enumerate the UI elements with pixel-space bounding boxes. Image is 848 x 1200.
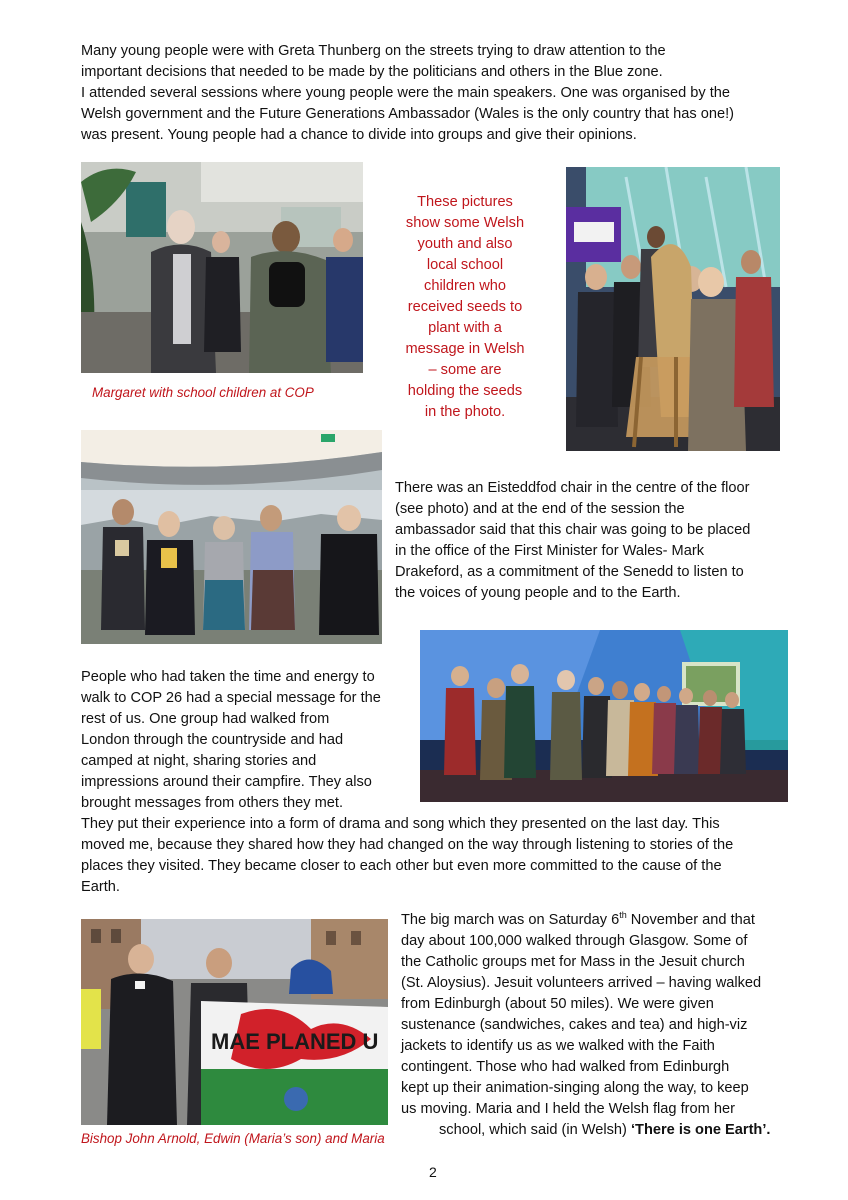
walk-line: moved me, because they shared how they had changed on the way through listening to stories of the	[81, 837, 734, 853]
chair-line: There was an Eisteddfod chair in the centre of the floor	[395, 480, 750, 496]
side-note-line: message in Welsh	[405, 341, 525, 357]
walk-paragraph-narrow	[81, 667, 411, 814]
walk-line: camped at night, sharing stories and	[81, 753, 317, 769]
intro-line: was present. Young people had a chance to divide into groups and give their opinions.	[81, 127, 637, 143]
side-note	[392, 192, 538, 423]
side-note-line: children who	[424, 278, 506, 294]
side-note-line: in the photo.	[424, 404, 506, 420]
photo-margaret-with-children	[81, 162, 363, 373]
page-number: 2	[429, 1164, 437, 1180]
flag-lettering: MAE PLANED U	[211, 1029, 379, 1054]
walk-line: brought messages from others they met.	[81, 795, 343, 811]
chair-line: (see photo) and at the end of the session the	[395, 501, 685, 517]
chair-paragraph	[395, 478, 795, 604]
march-line: sustenance (sandwiches, cakes and tea) and high-viz	[401, 1017, 748, 1033]
march-line: contingent. Those who had walked from Edinburgh	[401, 1059, 730, 1075]
march-text: November and that	[626, 912, 755, 928]
walk-line: They put their experience into a form of drama and song which they presented on the last day. This	[81, 816, 720, 832]
march-superscript: th	[619, 910, 627, 921]
side-note-line: holding the seeds	[407, 383, 523, 399]
photo-caption-margaret: Margaret with school children at COP	[92, 385, 314, 400]
walk-line: rest of us. One group had walked from	[81, 711, 330, 727]
walk-line: walk to COP 26 had a special message for the	[81, 690, 381, 706]
march-bold-quote: ‘There is one Earth’.	[630, 1122, 771, 1138]
march-line: the Catholic groups met for Mass in the Jesuit church	[401, 954, 745, 970]
side-note-line: local school	[426, 257, 504, 273]
intro-line: Many young people were with Greta Thunberg on the streets trying to draw attention to the	[81, 43, 666, 59]
side-note-line: plant with a	[428, 320, 502, 336]
chair-line: the voices of young people and to the Earth.	[395, 585, 681, 601]
march-line: day about 100,000 walked through Glasgow. Some of	[401, 933, 748, 949]
intro-paragraph	[81, 41, 801, 146]
photo-school-children-group	[81, 430, 382, 644]
photo-caption-bishop: Bishop John Arnold, Edwin (Maria’s son) and Maria	[81, 1131, 385, 1146]
side-note-line: show some Welsh	[405, 215, 525, 231]
march-line: us moving. Maria and I held the Welsh flag from her	[401, 1101, 735, 1117]
walk-line: London through the countryside and had	[81, 732, 344, 748]
side-note-line: – some are	[428, 362, 502, 378]
march-line: jackets to identify us as we walked with the Faith	[401, 1038, 715, 1054]
march-line: kept up their animation-singing along the way, to keep	[401, 1080, 749, 1096]
march-line	[401, 1120, 801, 1141]
photo-march-welsh-flag	[81, 919, 388, 1125]
walk-paragraph-wide	[81, 814, 801, 898]
walk-line: Earth.	[81, 879, 120, 895]
march-text: The big march was on Saturday 6	[401, 912, 620, 928]
march-line: from Edinburgh (about 50 miles). We were given	[401, 996, 714, 1012]
walk-line: places they visited. They became closer to each other but even more committed to the cause of the	[81, 858, 722, 874]
photo-children-with-chair	[566, 167, 780, 451]
walk-line: impressions around their campfire. They also	[81, 774, 372, 790]
walk-line: People who had taken the time and energy to	[81, 669, 375, 685]
intro-line: Welsh government and the Future Generations Ambassador (Wales is the only country that has one!)	[81, 106, 735, 122]
march-line: (St. Aloysius). Jesuit volunteers arrived – having walked	[401, 975, 762, 991]
chair-line: in the office of the First Minister for Wales- Mark	[395, 543, 704, 559]
chair-line: ambassador said that this chair was going to be placed	[395, 522, 751, 538]
march-text: school, which said (in Welsh)	[439, 1122, 631, 1138]
side-note-line: These pictures	[417, 194, 513, 210]
march-line	[401, 910, 801, 931]
photo-walkers-on-stage	[420, 630, 788, 802]
intro-line: I attended several sessions where young people were the main speakers. One was organised by the	[81, 85, 730, 101]
intro-line: important decisions that needed to be made by the politicians and others in the Blue zone.	[81, 64, 663, 80]
side-note-line: youth and also	[417, 236, 513, 252]
chair-line: Drakeford, as a commitment of the Senedd to listen to	[395, 564, 744, 580]
march-paragraph	[401, 910, 801, 1141]
side-note-line: received seeds to	[407, 299, 523, 315]
